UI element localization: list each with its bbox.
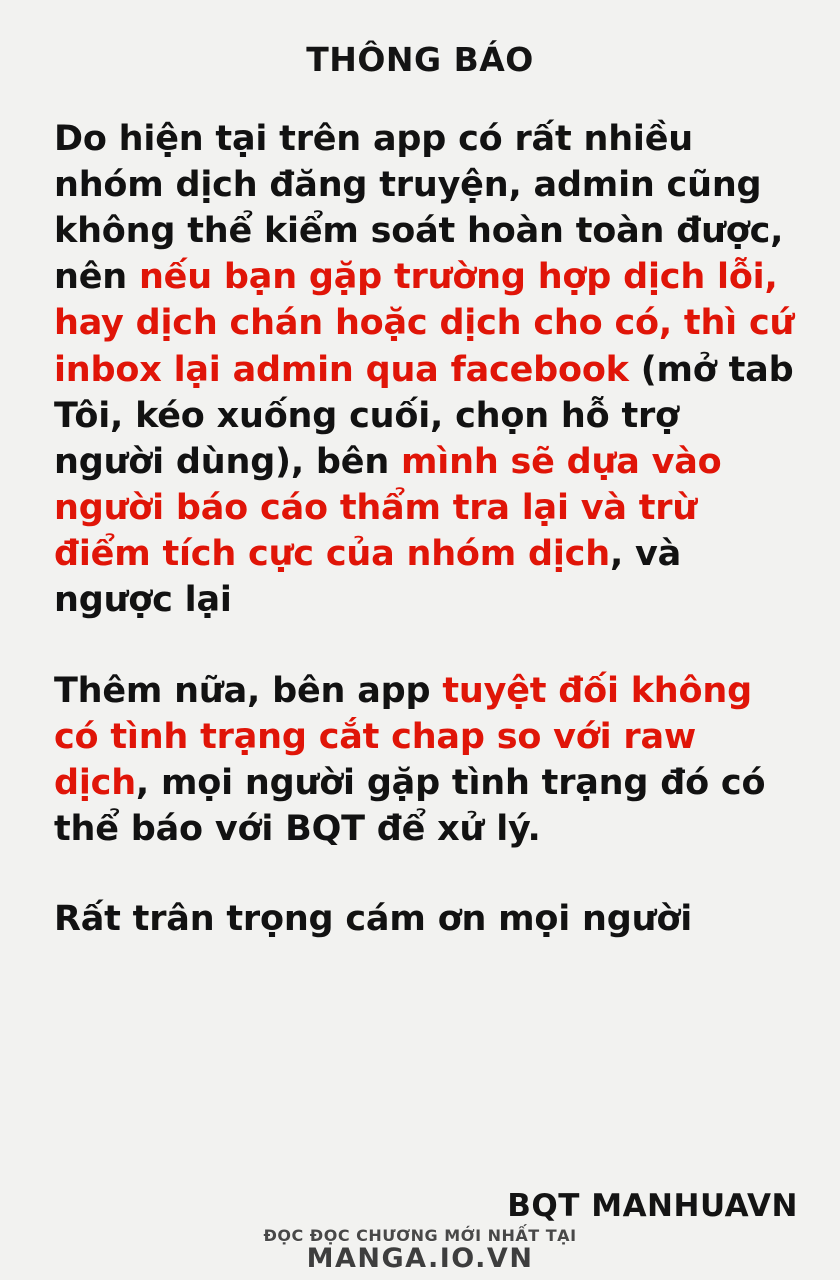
paragraph-1 [54, 116, 796, 624]
watermark [0, 1227, 840, 1274]
paragraph-1-segment-2-highlight: nếu bạn gặp trường hợp dịch lỗi, hay dịch chán hoặc dịch cho có, thì cứ inbox lại admin qua facebook [54, 257, 795, 390]
paragraph-2 [54, 668, 796, 853]
paragraph-1-segment-4-highlight: mình sẽ dựa vào người báo cáo thẩm tra lại và trừ điểm tích cực của nhóm dịch [54, 441, 722, 575]
signature: BQT MANHUAVN [507, 1188, 798, 1224]
paragraph-2-segment-3: , mọi người gặp tình trạng đó có thể báo với BQT để xử lý. [54, 763, 766, 850]
paragraph-3 [54, 896, 796, 942]
page-title: THÔNG BÁO [306, 40, 534, 79]
paragraph-1-segment-5: , và ngược lại [54, 534, 682, 621]
paragraph-3-segment-1: Rất trân trọng cám ơn mọi người [54, 899, 692, 940]
watermark-line-1: ĐỌC ĐỌC CHƯƠNG MỚI NHẤT TẠI [263, 1225, 577, 1245]
paragraph-2-segment-2-highlight: tuyệt đối không có tình trạng cắt chap so với raw dịch [54, 670, 752, 804]
watermark-line-2: MANGA.IO.VN [306, 1243, 534, 1275]
paragraph-2-segment-1: Thêm nữa, bên app [54, 670, 443, 711]
paragraph-1-segment-3: (mở tab Tôi, kéo xuống cuối, chọn hỗ trợ người dùng), bên [54, 349, 794, 482]
announcement-page [0, 40, 840, 1280]
paragraph-1-segment-1: Do hiện tại trên app có rất nhiều nhóm dịch đăng truyện, admin cũng không thể kiểm soát hoàn toàn được, nên [54, 118, 784, 298]
announcement-body [54, 116, 796, 943]
